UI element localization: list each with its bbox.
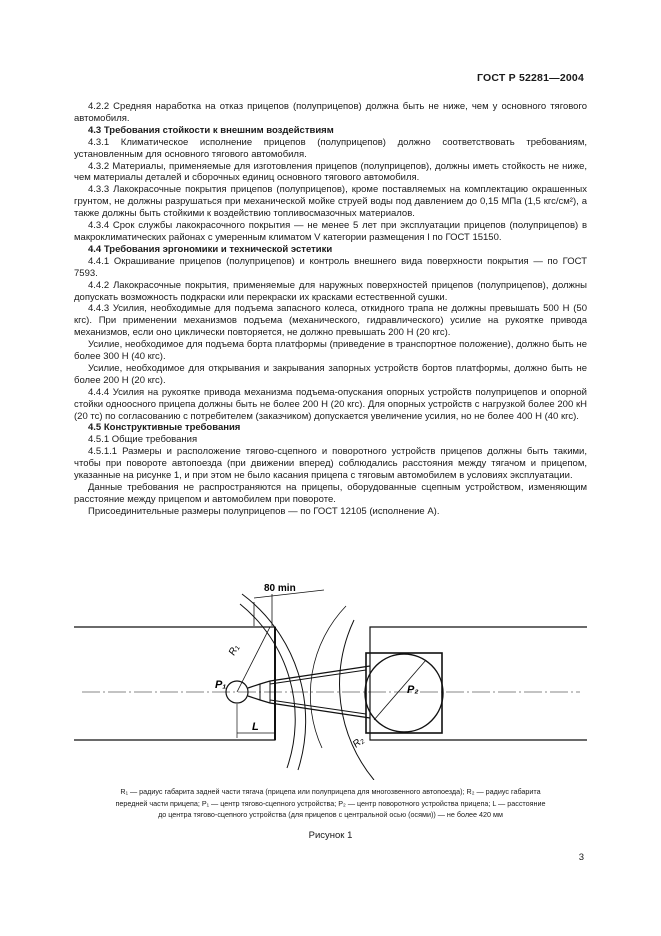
caption-line: передней части прицепа; P₁ — центр тягово-сцепного устройства; P₂ — центр поворотного устройства прицепа; L — расстояние — [115, 798, 546, 808]
r2-arc-outer — [340, 620, 374, 780]
paragraph: 4.4.4 Усилия на рукоятке привода механизма подъема-опускания опорных устройств полуприцепов и опорной стойки одноосного прицепа должны быть не более 200 Н (20 кгс). Для опорных устройств с нагрузкой более 200 кН (20 тс) по согласованию с потребителем (заказчиком) допускается увеличение усилия, но не более 400 Н (40 кгс). — [74, 386, 587, 422]
document-header: ГОСТ Р 52281—2004 — [476, 72, 584, 84]
p1-label: P₁ — [215, 679, 227, 691]
section-heading: 4.5 Конструктивные требования — [88, 422, 241, 434]
paragraph: 4.4.1 Окрашивание прицепов (полуприцепов) и контроль внешнего вида поверхности покрытия — по ГОСТ 7593. — [74, 255, 587, 279]
paragraph: 4.3.4 Срок службы лакокрасочного покрытия — не менее 5 лет при эксплуатации прицепов (полуприцепов) в макроклиматических районах с умеренным климатом V категории размещения I по ГОСТ 15150. — [74, 220, 587, 243]
paragraph: Данные требования не распространяются на прицепы, оборудованные сцепным устройством, изменяющим расстояние между прицепом и автомобилем при повороте. — [74, 482, 587, 505]
paragraph: 4.4.3 Усилия, необходимые для подъема запасного колеса, откидного трапа не должны превышать 500 Н (50 кгс). При применении механизмов подъема (механического, гидравлического) усилие на рукоятке привода механизмов, если оно циклически повторяется, не должно превышать 200 Н (20 кгс). — [74, 303, 587, 339]
caption-line: до центра тягово-сцепного устройства (для прицепов с центральной осью (осями)) — не более 420 мм — [158, 810, 503, 819]
turntable-circle — [365, 654, 443, 732]
r1-arc-outer — [242, 594, 306, 770]
paragraph: 4.5.1.1 Размеры и расположение тягово-сцепного и поворотного устройств прицепов должны быть такими, чтобы при повороте автопоезда (при движении вперед) соблюдались расстояния между тягачом и прицепом, указанные на рисунке 1, и при этом не было касания прицепа с тяговым автомобилем в условиях эксплуатации. — [74, 446, 587, 482]
section-heading: 4.4 Требования эргономики и технической эстетики — [88, 243, 333, 255]
paragraph: 4.3.2 Материалы, применяемые для изготовления прицепов (полуприцепов), должны иметь стойкость не ниже, чем материалы деталей и сборочных единиц основного тягового автомобиля. — [74, 160, 587, 184]
paragraph: 4.4.2 Лакокрасочные покрытия, применяемые для наружных поверхностей прицепов (полуприцепов), должны допускать возможность подкраски или перекраски их красками естественной сушки. — [74, 279, 587, 303]
r1-label: R₁ — [226, 643, 242, 658]
caption-line: R₁ — радиус габарита задней части тягача (прицепа или полуприцепа для многозвенного автопоезда); R₂ — радиус габарита — [120, 787, 541, 796]
dim-80-label: 80 min — [264, 583, 296, 594]
r1-arc-inner — [240, 604, 295, 768]
figure-caption — [70, 786, 591, 821]
paragraph: Усилие, необходимое для открывания и закрывания запорных устройств бортов платформы, должно быть не более 200 Н (20 кгс). — [74, 362, 587, 386]
paragraph: 4.2.2 Средняя наработка на отказ прицепов (полуприцепов) должна быть не ниже, чем у основного тягового автомобиля. — [74, 101, 587, 124]
figure-label: Рисунок 1 — [308, 830, 353, 841]
body-text — [74, 101, 587, 518]
page-number: 3 — [578, 852, 584, 863]
paragraph: 4.3.1 Климатическое исполнение прицепов (полуприцепов) должно соответствовать требованиям, установленным для основного тягового автомобиля. — [74, 136, 587, 160]
figure-1-diagram — [74, 580, 587, 780]
l-label: L — [252, 721, 259, 733]
r2-label: R₂ — [350, 734, 367, 751]
trailer-outline — [370, 627, 587, 740]
paragraph: Присоединительные размеры полуприцепов — по ГОСТ 12105 (исполнение А). — [88, 505, 440, 517]
paragraph: 4.3.3 Лакокрасочные покрытия прицепов (полуприцепов), кроме поставляемых на комплектацию окрашенных грунтом, не должны разрушаться при механической мойке струей воды под давлением до 0,15 МПа (1,5 кгс/см²), а также должны быть стойкими к воздействию топливосмазочных материалов. — [74, 184, 587, 220]
paragraph: 4.5.1 Общие требования — [88, 434, 198, 446]
section-heading: 4.3 Требования стойкости к внешним воздействиям — [88, 124, 334, 136]
p2-label: P₂ — [407, 684, 419, 696]
paragraph: Усилие, необходимое для подъема борта платформы (приведение в транспортное положение), должно быть не более 300 Н (40 кгс). — [74, 339, 587, 363]
